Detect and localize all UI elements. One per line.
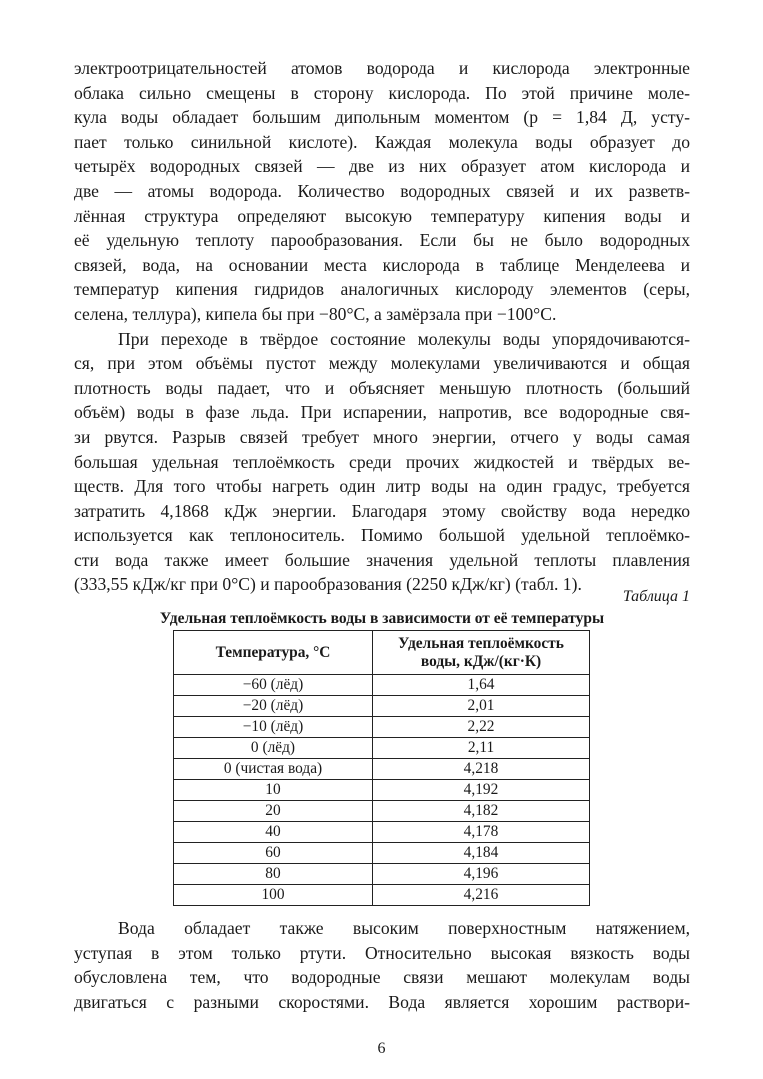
column-header-heat-capacity <box>373 631 590 675</box>
heat-capacity-cell: 2,22 <box>373 717 590 738</box>
table-row <box>174 738 590 759</box>
header-line: воды, кДж/(кг·К) <box>420 652 542 670</box>
heat-capacity-table <box>173 630 590 906</box>
table-row <box>174 780 590 801</box>
temperature-cell: −10 (лёд) <box>174 717 373 738</box>
text-line: ществ. Для того чтобы нагреть один литр воды на один градус, требуется <box>74 476 690 497</box>
text-line: лённая структура определяют высокую температуру кипения воды и <box>74 205 690 226</box>
text-line: двигаться с разными скоростями. Вода является хорошим раствори- <box>74 991 690 1012</box>
temperature-cell: 0 (чистая вода) <box>174 759 373 780</box>
column-header-temperature: Температура, °С <box>174 631 373 675</box>
text-line: сти вода также имеет большие значения удельной теплоты плавления <box>74 549 690 570</box>
header-line: Удельная теплоёмкость <box>398 634 564 652</box>
table-row <box>174 759 590 780</box>
text-line: ся, при этом объёмы пустот между молекулами увеличиваются и общая <box>74 353 690 374</box>
temperature-cell: 10 <box>174 780 373 801</box>
text-line: обусловлена тем, что водородные связи мешают молекулам воды <box>74 967 690 988</box>
text-line: зи рвутся. Разрыв связей требует много энергии, отчего у воды самая <box>74 426 690 447</box>
text-line: облака сильно смещены в сторону кислорода. По этой причине моле- <box>74 82 690 103</box>
table-header-row <box>174 631 590 675</box>
heat-capacity-cell: 4,178 <box>373 822 590 843</box>
temperature-cell: 20 <box>174 801 373 822</box>
temperature-cell: 0 (лёд) <box>174 738 373 759</box>
text-line: Вода обладает также высоким поверхностным натяжением, <box>118 918 690 938</box>
temperature-cell: −60 (лёд) <box>174 675 373 696</box>
text-line: плотность воды падает, что и объясняет меньшую плотность (больший <box>74 377 690 398</box>
heat-capacity-cell: 4,218 <box>373 759 590 780</box>
page-body <box>74 56 690 1012</box>
heat-capacity-cell: 2,01 <box>373 696 590 717</box>
text-line: затратить 4,1868 кДж энергии. Благодаря этому свойству вода нередко <box>74 500 690 521</box>
paragraph-2 <box>74 327 690 598</box>
text-line: её удельную теплоту парообразования. Если бы не было водородных <box>74 230 690 251</box>
table-row <box>174 675 590 696</box>
table-row <box>174 696 590 717</box>
text-line: четырёх водородных связей — две из них образует атом кислорода и <box>74 156 690 177</box>
text-line: электроотрицательностей атомов водорода и кислорода электронные <box>74 58 690 78</box>
table-label: Таблица 1 <box>622 588 690 605</box>
text-line: температур кипения гидридов аналогичных кислороду элементов (серы, <box>74 279 690 300</box>
heat-capacity-cell: 4,196 <box>373 864 590 885</box>
text-line: большая удельная теплоёмкость среди прочих жидкостей и твёрдых ве- <box>74 451 690 472</box>
table-row <box>174 885 590 906</box>
temperature-cell: 80 <box>174 864 373 885</box>
paragraph-3 <box>74 916 690 1014</box>
temperature-cell: 100 <box>174 885 373 906</box>
table-title: Удельная теплоёмкость воды в зависимости от её температуры <box>159 610 605 627</box>
heat-capacity-cell: 4,182 <box>373 801 590 822</box>
table-row <box>174 717 590 738</box>
text-line: При переходе в твёрдое состояние молекулы воды упорядочиваются- <box>118 328 690 349</box>
table-row <box>174 801 590 822</box>
table-row <box>174 864 590 885</box>
paragraph-1 <box>74 56 690 327</box>
table-row <box>174 843 590 864</box>
temperature-cell: 40 <box>174 822 373 843</box>
text-line: уступая в этом только ртути. Относительно высокая вязкость воды <box>74 942 690 963</box>
text-line: объём) воды в фазе льда. При испарении, напротив, все водородные свя- <box>74 402 690 423</box>
table-row <box>174 822 590 843</box>
heat-capacity-cell: 4,184 <box>373 843 590 864</box>
heat-capacity-cell: 4,192 <box>373 780 590 801</box>
text-line: две — атомы водорода. Количество водородных связей и их разветв- <box>74 180 690 201</box>
text-line: связей, вода, на основании места кислорода в таблице Менделеева и <box>74 254 690 275</box>
text-line: пает только синильной кислоте). Каждая молекула воды образует до <box>74 131 690 152</box>
heat-capacity-cell: 2,11 <box>373 738 590 759</box>
temperature-cell: −20 (лёд) <box>174 696 373 717</box>
text-line: селена, теллура), кипела бы при −80°С, а замёрзала при −100°С. <box>74 303 557 324</box>
text-line: (333,55 кДж/кг при 0°С) и парообразования (2250 кДж/кг) (табл. 1). <box>74 574 582 595</box>
temperature-cell: 60 <box>174 843 373 864</box>
text-line: используется как теплоноситель. Помимо большой удельной теплоёмко- <box>74 525 690 546</box>
heat-capacity-cell: 4,216 <box>373 885 590 906</box>
text-line: кула воды обладает большим дипольным моментом (p = 1,84 Д, усту- <box>74 107 690 128</box>
page-number: 6 <box>377 1040 386 1057</box>
heat-capacity-cell: 1,64 <box>373 675 590 696</box>
